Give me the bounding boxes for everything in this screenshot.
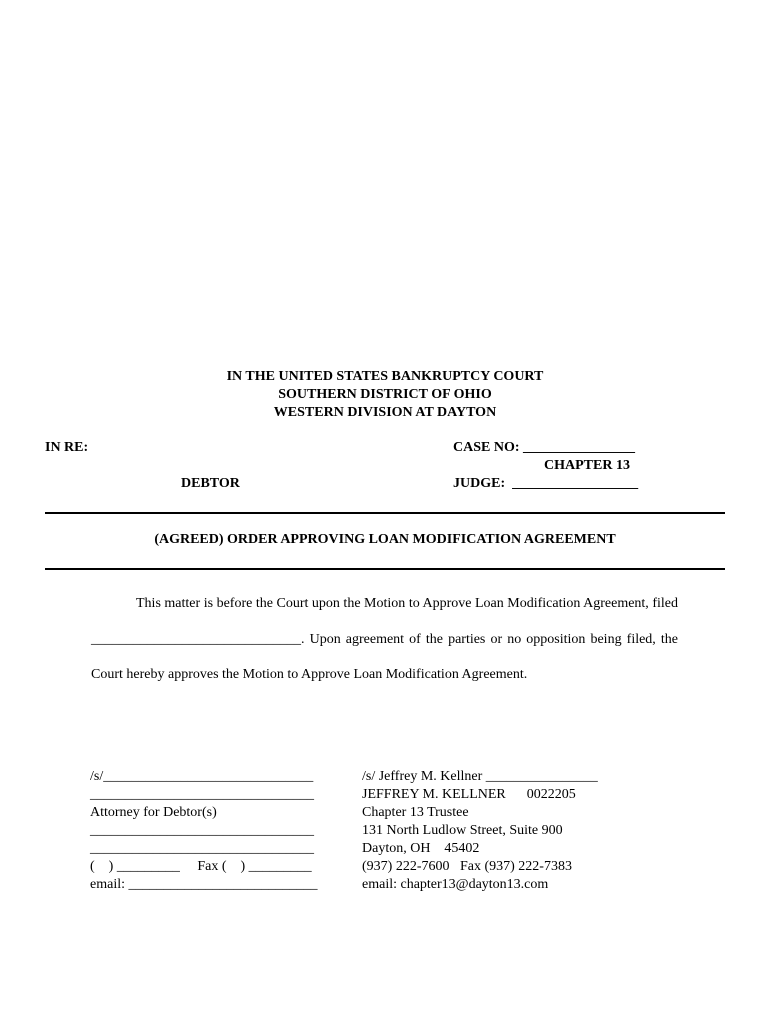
debtor-attorney-address-line-2: ________________________________: [90, 841, 314, 856]
order-body-text: This matter is before the Court upon the Motion to Approve Loan Modification Agreement, filed ______________________________. Upon agreement of the parties or no opposition being filed, the Court hereby approves the Motion to Approve Loan Modification Agreement.: [91, 596, 678, 682]
trustee-signature-block: [362, 768, 598, 894]
trustee-address-line-2: Dayton, OH 45402: [362, 841, 480, 856]
bottom-divider: [45, 568, 725, 570]
trustee-email: email: chapter13@dayton13.com: [362, 877, 549, 892]
debtor-attorney-signature-block: [90, 768, 318, 894]
court-header: [0, 368, 770, 422]
case-number: CASE NO: ________________: [453, 440, 636, 455]
trustee-role: Chapter 13 Trustee: [362, 805, 469, 820]
debtor-attorney-email: email: ___________________________: [90, 877, 318, 892]
court-division: WESTERN DIVISION AT DAYTON: [273, 405, 497, 420]
judge-label: JUDGE: __________________: [453, 476, 639, 491]
in-re-label: IN RE:: [45, 440, 89, 455]
trustee-name-line: JEFFREY M. KELLNER 0022205: [362, 787, 576, 802]
court-district: SOUTHERN DISTRICT OF OHIO: [278, 387, 492, 402]
debtor-attorney-address-line-1: ________________________________: [90, 823, 314, 838]
trustee-signature-line: /s/ Jeffrey M. Kellner ________________: [362, 769, 598, 784]
debtor-attorney-phone-fax: ( ) _________ Fax ( ) _________: [90, 859, 312, 874]
chapter-label: CHAPTER 13: [544, 458, 630, 473]
debtor-attorney-signature-line: /s/______________________________: [90, 769, 314, 784]
order-title: (AGREED) ORDER APPROVING LOAN MODIFICATION AGREEMENT: [154, 532, 616, 547]
debtor-label: DEBTOR: [181, 476, 240, 491]
trustee-address-line-1: 131 North Ludlow Street, Suite 900: [362, 823, 563, 838]
order-body: [91, 586, 678, 693]
debtor-attorney-name-line: ________________________________: [90, 787, 314, 802]
court-name: IN THE UNITED STATES BANKRUPTCY COURT: [226, 369, 544, 384]
debtor-attorney-role: Attorney for Debtor(s): [90, 805, 217, 820]
trustee-phone-fax: (937) 222-7600 Fax (937) 222-7383: [362, 859, 572, 874]
top-divider: [45, 512, 725, 514]
